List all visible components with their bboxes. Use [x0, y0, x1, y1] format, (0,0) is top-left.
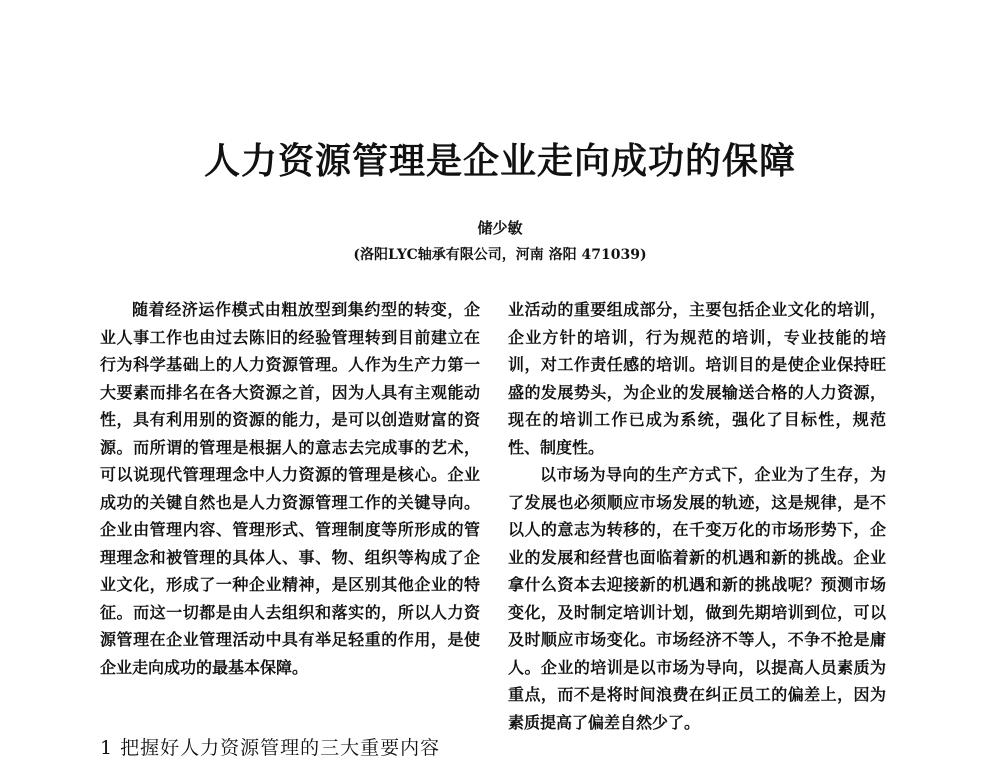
article-title: 人力资源管理是企业走向成功的保障 [203, 140, 796, 182]
right-column [508, 296, 886, 736]
left-column [100, 296, 480, 681]
author-name: 储少敏 [477, 219, 523, 237]
body-paragraph-continued: 业活动的重要组成部分，主要包括企业文化的培训，企业方针的培训，行为规范的培训，专业技能的培训，对工作责任感的培训。培训目的是使企业保持旺盛的发展势头，为企业的发展输送合格的人力资源，现在的培训工作已成为系统，强化了目标性，规范性、制度性。 [508, 300, 886, 457]
body-paragraph: 以市场为导向的生产方式下，企业为了生存，为了发展也必须顺应市场发展的轨迹，这是规律，是不以人的意志为转移的，在千变万化的市场形势下，企业的发展和经营也面临着新的机遇和新的挑战。企业拿什么资本去迎接新的机遇和新的挑战呢？预测市场变化，及时制定培训计划，做到先期培训到位，可以及时顺应市场变化。市场经济不等人，不争不抢是庸人。企业的培训是以市场为导向，以提高人员素质为重点，而不是将时间浪费在纠正员工的偏差上，因为素质提高了偏差自然少了。 [508, 465, 886, 732]
author-affiliation: (洛阳LYC轴承有限公司，河南 洛阳 471039) [353, 247, 647, 263]
body-paragraph: 随着经济运作模式由粗放型到集约型的转变，企业人事工作也由过去陈旧的经验管理转到目前建立在行为科学基础上的人力资源管理。人作为生产力第一大要素而排名在各大资源之首，因为人具有主观能动性，具有利用别的资源的能力，是可以创造财富的资源。而所谓的管理是根据人的意志去完成事的艺术，可以说现代管理理念中人力资源的管理是核心。企业成功的关键自然也是人力资源管理工作的关键导向。企业由管理内容、管理形式、管理制度等所形成的管理理念和被管理的具体人、事、物、组织等构成了企业文化，形成了一种企业精神，是区别其他企业的特征。而这一切都是由人去组织和落实的，所以人力资源管理在企业管理活动中具有举足轻重的作用，是使企业走向成功的最基本保障。 [100, 300, 480, 677]
section-heading: 1 把握好人力资源管理的三大重要内容 [100, 737, 441, 759]
